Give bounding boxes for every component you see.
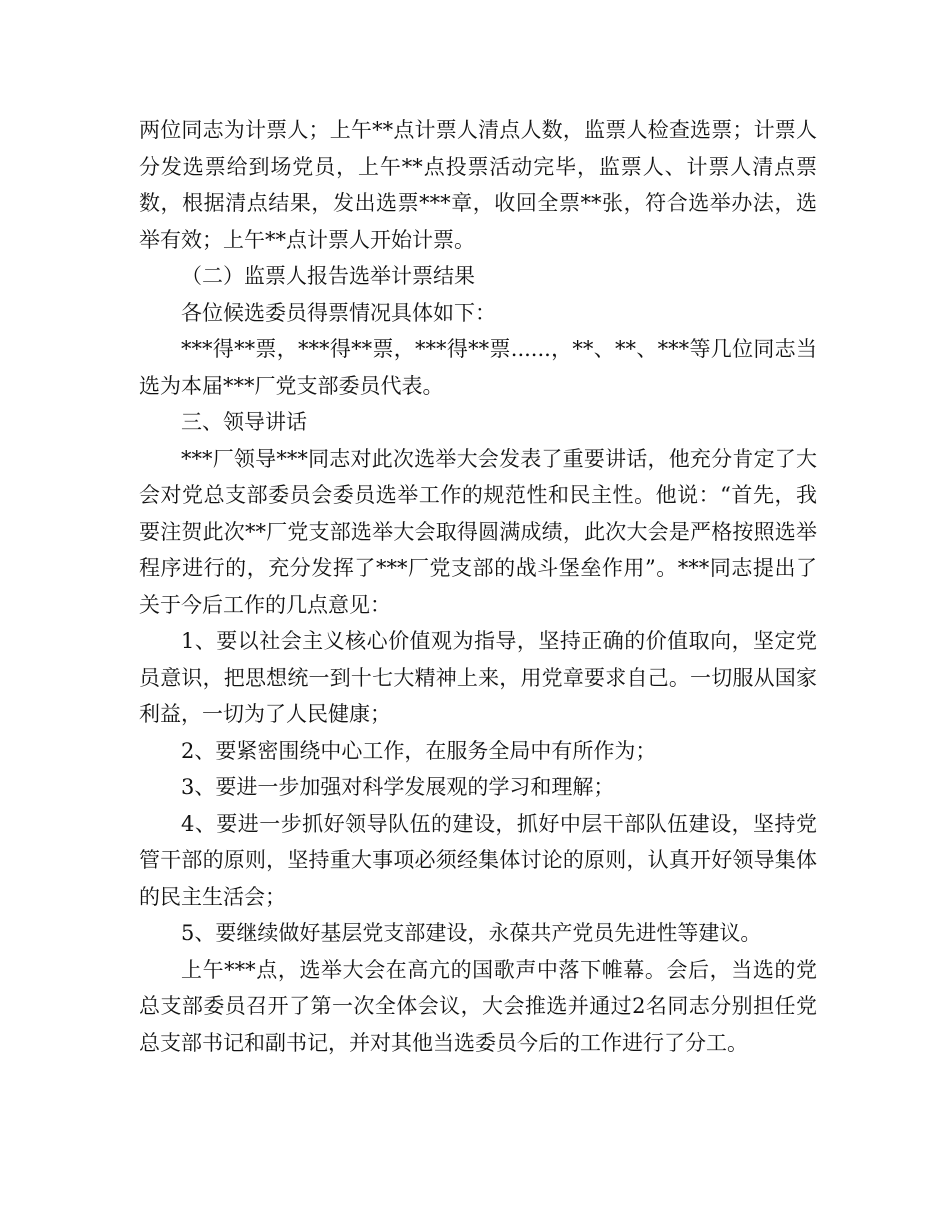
- document-page: [139, 112, 817, 1061]
- list-item-opinion-3: 3、要进一步加强对科学发展观的学习和理解；: [181, 775, 615, 799]
- heading-leader-speech: 三、领导讲话: [181, 410, 307, 434]
- list-item-opinion-1: 1、要以社会主义核心价值观为指导，坚持正确的价值取向，坚定党员意识，把思想统一到十七大精神上来，用党章要求自己。一切服从国家利益，一切为了人民健康；: [139, 629, 817, 726]
- paragraph-closing: 上午***点，选举大会在高亢的国歌声中落下帷幕。会后，当选的党总支部委员召开了第一次全体会议，大会推选并通过2名同志分别担任党总支部书记和副书记，并对其他当选委员今后的工作进行了分工。: [139, 957, 817, 1055]
- list-item-opinion-2: 2、要紧密围绕中心工作，在服务全局中有所作为；: [181, 738, 657, 763]
- paragraph-vote-counting: 两位同志为计票人；上午**点计票人清点人数，监票人检查选票；计票人分发选票给到场党员，上午**点投票活动完毕，监票人、计票人清点票数，根据清点结果，发出选票***章，收回全票**张，符合选举办法，选举有效；上午**点计票人开始计票。: [139, 118, 817, 252]
- paragraph-vote-results: ***得**票，***得**票，***得**票......，**、**、***等几位同志当选为本届***厂党支部委员代表。: [139, 337, 817, 398]
- list-item-opinion-4: 4、要进一步抓好领导队伍的建设，抓好中层干部队伍建设，坚持党管干部的原则，坚持重大事项必须经集体讨论的原则，认真开好领导集体的民主生活会；: [139, 811, 817, 909]
- heading-vote-result-report: （二）监票人报告选举计票结果: [181, 264, 475, 288]
- paragraph-leader-speech: ***厂领导***同志对此次选举大会发表了重要讲话，他充分肯定了大会对党总支部委员会委员选举工作的规范性和民主性。他说：“首先，我要注贺此次**厂党支部选举大会取得圆满成绩，此次大会是严格按照选举程序进行的，充分发挥了***厂党支部的战斗堡垒作用”。***同志提出了关于今后工作的几点意见：: [139, 446, 817, 617]
- paragraph-vote-intro: 各位候选委员得票情况具体如下：: [181, 300, 496, 325]
- list-item-opinion-5: 5、要继续做好基层党支部建设，永葆共产党员先进性等建议。: [181, 921, 762, 945]
